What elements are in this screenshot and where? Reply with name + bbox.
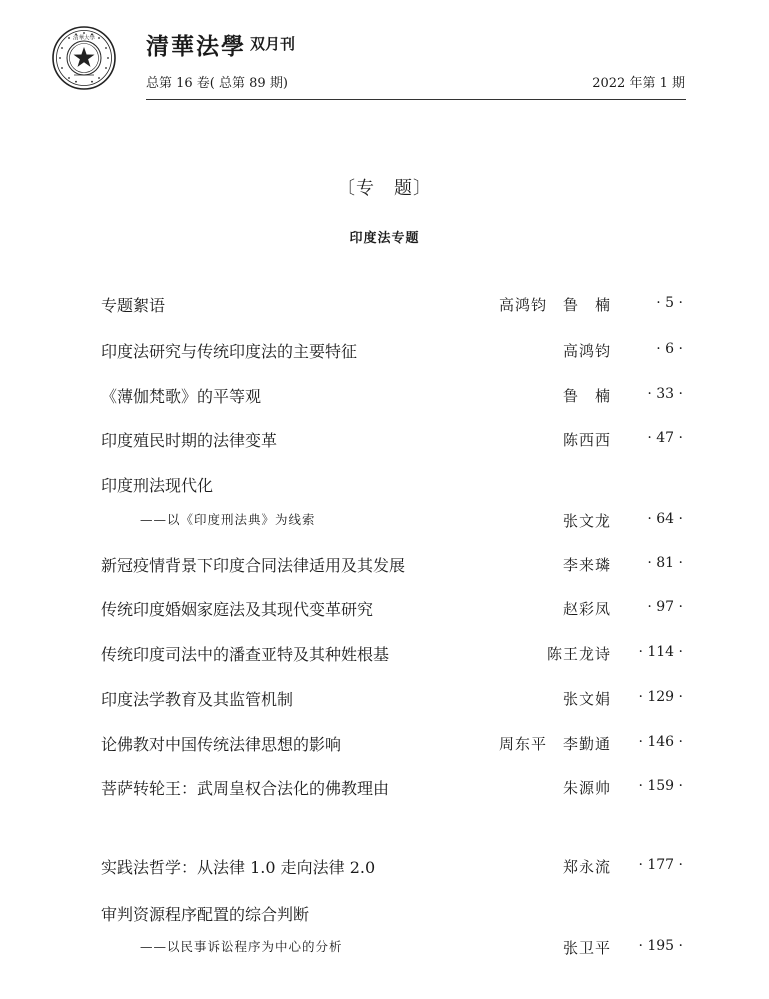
toc-entry-page: · 81 · xyxy=(647,555,683,571)
svg-text:清華大學: 清華大學 xyxy=(72,35,96,42)
section-heading: 〔专 题〕 xyxy=(337,178,432,199)
toc-entry-author: 李来璘 xyxy=(562,556,611,574)
toc-entry-author: 张卫平 xyxy=(562,939,611,957)
toc-entry-title: 专题絮语 xyxy=(101,296,166,315)
toc-entry-title: 《薄伽梵歌》的平等观 xyxy=(101,387,262,406)
toc-entry-author: 赵彩凤 xyxy=(562,600,611,618)
toc-entry-title: 新冠疫情背景下印度合同法律适用及其发展 xyxy=(101,556,406,575)
toc-entry-page: · 129 · xyxy=(638,689,683,705)
toc-entry-page: · 114 · xyxy=(638,644,683,660)
toc-entry-title: 传统印度婚姻家庭法及其现代变革研究 xyxy=(101,600,374,619)
toc-entry-title: 印度法学教育及其监管机制 xyxy=(101,690,294,709)
toc-entry-title: 印度法研究与传统印度法的主要特征 xyxy=(101,342,358,361)
toc-entry-page: · 47 · xyxy=(647,430,683,446)
toc-entry-subtitle: ——以民事诉讼程序为中心的分析 xyxy=(140,939,343,954)
toc-entry-subtitle: ——以《印度刑法典》为线索 xyxy=(140,512,316,527)
toc-entry-author: 张文龙 xyxy=(562,512,611,530)
university-seal-icon xyxy=(52,26,116,90)
toc-entry-author: 鲁 楠 xyxy=(562,387,611,405)
toc-entry-title: 论佛教对中国传统法律思想的影响 xyxy=(101,735,342,754)
toc-entry-author: 朱源帅 xyxy=(562,779,611,797)
toc-entry-title: 审判资源程序配置的综合判断 xyxy=(101,905,310,924)
toc-entry-author: 郑永流 xyxy=(562,858,611,876)
toc-entry-author: 陈王龙诗 xyxy=(546,645,611,663)
toc-entry-author: 高鸿钧 xyxy=(562,342,611,360)
toc-entry-page: · 177 · xyxy=(638,857,683,873)
journal-frequency: 双月刊 xyxy=(250,35,296,53)
header-divider xyxy=(146,99,686,100)
volume-number: 总第 16 卷( 总第 89 期) xyxy=(146,76,288,91)
toc-entry-page: · 6 · xyxy=(656,341,683,357)
toc-entry-page: · 5 · xyxy=(656,295,683,311)
toc-entry-author: 陈西西 xyxy=(562,431,611,449)
page-header xyxy=(0,0,769,100)
toc-entry-page: · 64 · xyxy=(647,511,683,527)
toc-entry-author: 张文娟 xyxy=(562,690,611,708)
toc-entry-title: 传统印度司法中的潘查亚特及其种姓根基 xyxy=(101,645,390,664)
toc-entry-title: 菩萨转轮王：武周皇权合法化的佛教理由 xyxy=(101,779,390,798)
section-subheading: 印度法专题 xyxy=(349,231,420,246)
toc-entry-page: · 159 · xyxy=(638,778,683,794)
toc-entry-page: · 97 · xyxy=(647,599,683,615)
toc-entry-page: · 33 · xyxy=(647,386,683,402)
toc-entry-title: 印度刑法现代化 xyxy=(101,476,214,495)
toc-entry-title: 印度殖民时期的法律变革 xyxy=(101,431,278,450)
journal-title: 清華法學 xyxy=(146,33,246,60)
issue-date: 2022 年第 1 期 xyxy=(592,76,685,91)
toc-entry-author: 周东平 李勤通 xyxy=(498,735,611,753)
toc-entry-title: 实践法哲学：从法律 1.0 走向法律 2.0 xyxy=(101,858,376,877)
toc-entry-page: · 195 · xyxy=(638,938,683,954)
toc-entry-page: · 146 · xyxy=(638,734,683,750)
toc-entry-author: 高鸿钧 鲁 楠 xyxy=(498,296,611,314)
